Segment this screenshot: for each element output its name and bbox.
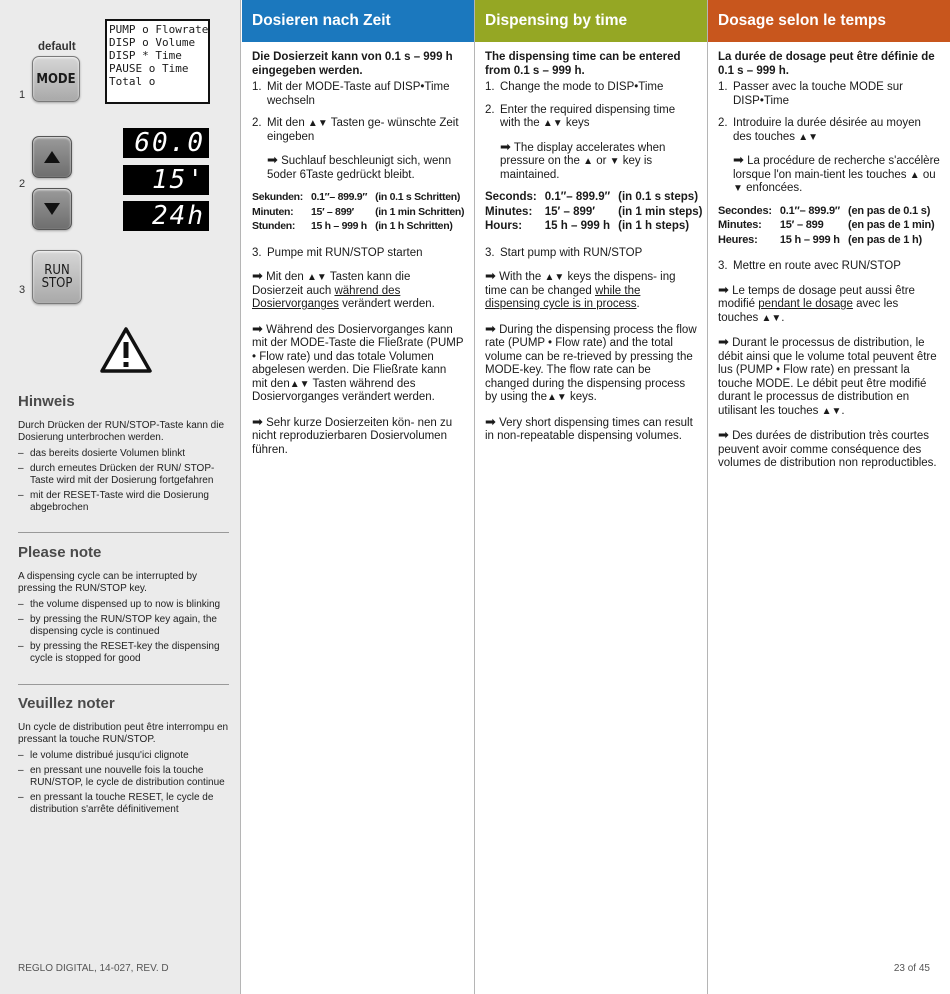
step-3: 3. Mettre en route avec RUN/STOP	[718, 260, 901, 272]
table-row	[252, 191, 472, 206]
lead-text: La durée de dosage peut être définie de 0.1 s – 999 h.	[718, 51, 935, 77]
key-number-2: 2	[19, 178, 26, 190]
seg-display-minutes: 15'	[123, 165, 209, 195]
para-text: keys.	[570, 391, 597, 403]
sidebar	[0, 0, 241, 994]
hint-text: Suchlauf beschleunigt sich, wenn 5oder 6Taste gedrückt bleibt.	[267, 155, 452, 181]
up-arrow-icon: ▲	[909, 169, 920, 181]
range-value: 0.1″– 899.9″	[544, 191, 611, 203]
step-text: Mit der MODE-Taste auf DISP•Time wechseln	[267, 81, 450, 107]
note-intro: Un cycle de distribution peut être interrompu en pressant la touche RUN/STOP.	[18, 722, 229, 745]
para-text: Des durées de distribution très courtes peuvent avoir comme conséquence des volumes de distribution non reproductibles.	[718, 430, 937, 469]
step-text: Pumpe mit RUN/STOP starten	[267, 246, 423, 259]
para-text: .	[636, 298, 640, 310]
note-title: Hinweis	[18, 393, 75, 410]
range-step: (in 1 min steps)	[618, 205, 703, 218]
divider	[18, 532, 229, 533]
paragraph	[718, 428, 940, 471]
note-intro: A dispensing cycle can be interrupted by pressing the RUN/STOP key.	[18, 571, 197, 594]
range-label: Stunden:	[252, 220, 296, 232]
range-label: Sekunden:	[252, 191, 303, 203]
note-fr	[18, 695, 229, 819]
range-value: 15 h – 999 h	[544, 220, 610, 232]
paragraph	[485, 322, 697, 405]
mode-key-image	[32, 56, 80, 102]
warning-icon	[99, 326, 153, 374]
range-value: 15′ – 899′	[544, 205, 596, 218]
down-arrow-icon	[44, 203, 60, 215]
list-item: – durch erneutes Drücken der RUN/ STOP-Taste wird mit der Dosierung fortgefahren	[18, 463, 229, 487]
range-value: 15 h – 999 h	[310, 220, 367, 232]
para-underlined: pendant le dosage	[758, 298, 853, 310]
step-text: Tasten ge- wünschte Zeit eingeben	[267, 117, 459, 143]
para-underlined: while the dispensing cycle is in process	[485, 284, 641, 310]
arrow-right-icon: ➡	[718, 334, 729, 349]
table-row	[252, 220, 472, 235]
arrow-right-icon: ➡	[252, 268, 263, 283]
range-step: (in 1 h steps)	[618, 220, 690, 232]
lead-text: The dispensing time can be entered from 0.1 s – 999 h.	[485, 51, 681, 77]
up-arrow-icon: ▲	[583, 156, 594, 167]
para-text: Während des Dosiervorganges kann mit der MODE-Taste die Fließrate (PUMP • Flow rate) und das totale Volumen abgelesen werden. Die Fließrate kann mit den	[252, 323, 464, 390]
paragraph	[252, 415, 464, 458]
seg-display-hours: 24h	[123, 201, 209, 231]
range-step: (in 1 h Schritten)	[375, 220, 453, 232]
list-item: – en pressant une nouvelle fois la touche RUN/STOP, le cycle de distribution continue	[18, 765, 229, 789]
column-french	[708, 0, 950, 994]
step-text: keys	[565, 117, 590, 129]
ranges-table	[252, 191, 472, 235]
updown-keys-icon: ▲▼	[798, 131, 819, 143]
range-label: Seconds:	[485, 191, 537, 203]
lcd-row: DISP * Time	[109, 49, 182, 62]
hint	[252, 153, 464, 182]
range-value: 15′ – 899′	[310, 205, 354, 218]
range-value: 0.1″– 899.9″	[779, 204, 840, 217]
range-label: Secondes:	[718, 204, 772, 217]
para-text: Durant le processus de distribution, le débit ainsi que le volume total peuvent être lus (PUMP • Flow rate) en pressant la touche MODE. Le débit peut être modifié durant le processus de distribution en utilisant les touches	[718, 337, 937, 417]
range-step: (in 0.1 s steps)	[618, 191, 699, 203]
lcd-row: PUMP o Flowrate	[109, 23, 209, 36]
range-label: Minuten:	[252, 205, 294, 218]
range-label: Minutes:	[718, 219, 762, 231]
mode-key-label: MODE	[36, 71, 76, 87]
para-text: keys the dispens- ing time can be changed	[485, 271, 676, 297]
lcd-display	[105, 19, 210, 104]
page-number: 23 of 45	[893, 963, 930, 974]
down-arrow-icon: ▼	[733, 183, 743, 194]
step-text: Passer avec la touche MODE sur DISP•Time	[733, 81, 904, 107]
range-step: (en pas de 1 h)	[847, 233, 923, 246]
step-text: Mettre en route avec RUN/STOP	[733, 260, 901, 272]
para-text: During the dispensing process the flow rate (PUMP • Flow rate) and the total volume can be re-trieved by pressing the MODE-key. The flow rate can be changed during the dispensing process by using the	[485, 323, 697, 403]
step-1: 1. Mit der MODE-Taste auf DISP•Time wechseln	[252, 81, 450, 107]
run-stop-key-image	[32, 250, 82, 304]
step-2: 2. Mit den ▲▼ Tasten ge- wünschte Zeit eingeben	[252, 117, 459, 143]
column-header: Dispensing by time	[475, 0, 707, 42]
updown-keys-icon: ▲▼	[544, 272, 565, 283]
para-text: Tasten während des Dosiervorganges verändert werden.	[252, 377, 435, 403]
lcd-row: DISP o Volume	[109, 36, 196, 49]
table-row	[485, 191, 711, 206]
arrow-right-icon: ➡	[267, 152, 278, 167]
table-row	[485, 206, 711, 221]
table-row	[718, 234, 942, 249]
hint-text: enfoncées.	[746, 182, 803, 194]
note-title: Please note	[18, 544, 102, 561]
para-underlined: während des Dosiervorganges	[252, 284, 401, 310]
column-german	[242, 0, 474, 994]
default-label: default	[38, 41, 76, 53]
note-title: Veuillez noter	[18, 695, 115, 712]
step-2: 2. Introduire la durée désirée au moyen des touches ▲▼	[718, 117, 921, 143]
stop-key-label: STOP	[41, 276, 73, 291]
range-step: (en pas de 0.1 s)	[847, 204, 931, 217]
range-value: 0.1″– 899.9″	[310, 191, 368, 203]
table-row	[718, 205, 942, 220]
list-item: – by pressing the RESET-key the dispensing cycle is stopped for good	[18, 641, 229, 665]
para-text: Mit den	[266, 271, 304, 283]
paragraph: ➡ Le temps de dosage peut aussi être modifié pendant le dosage avec les touches ▲▼.	[718, 281, 915, 324]
paragraph: ➡ Durant le processus de distribution, le débit ainsi que le volume total peuvent être lus (PUMP • Flow rate) en pressant la touche MODE. Le débit peut être modifié durant le processus de distribution en utilisant les touches ▲▼.	[718, 334, 937, 417]
step-text: Change the mode to DISP•Time	[500, 81, 664, 93]
arrow-right-icon: ➡	[485, 268, 496, 283]
updown-keys-icon: ▲▼	[547, 392, 567, 403]
paragraph	[252, 322, 464, 405]
note-de	[18, 393, 229, 517]
para-text: Sehr kurze Dosierzeiten kön- nen zu nicht reproduzierbaren Dosiervolumen führen.	[252, 416, 453, 456]
arrow-right-icon: ➡	[718, 281, 729, 297]
down-arrow-icon: ▼	[609, 156, 620, 167]
run-key-label: RUN	[44, 263, 70, 278]
column-english	[475, 0, 707, 994]
step-text: Start pump with RUN/STOP	[500, 246, 643, 259]
range-label: Hours:	[485, 220, 523, 232]
hint-text: or	[596, 155, 607, 167]
arrow-right-icon: ➡	[733, 152, 744, 167]
down-key-image	[32, 188, 72, 230]
para-text: Le temps de dosage peut aussi être modifié	[718, 284, 915, 310]
footer-document-id: REGLO DIGITAL, 14-027, REV. D	[18, 963, 169, 974]
arrow-right-icon: ➡	[718, 427, 729, 442]
note-en	[18, 544, 229, 668]
range-label: Minutes:	[485, 205, 533, 218]
para-text: verändert werden.	[342, 298, 435, 310]
para-text: avec les touches	[718, 298, 899, 324]
list-item: – en pressant la touche RESET, le cycle de distribution s'arrête définitivement	[18, 792, 229, 816]
lcd-row: PAUSE o Time	[109, 62, 189, 75]
step-1: 1. Passer avec la touche MODE sur DISP•Time	[718, 81, 904, 107]
list-item: – the volume dispensed up to now is blinking	[18, 599, 229, 611]
divider	[18, 684, 229, 685]
list-item: – le volume distribué jusqu'ici clignote	[18, 750, 229, 762]
paragraph	[252, 269, 464, 312]
up-key-image	[32, 136, 72, 178]
key-number-3: 3	[19, 284, 26, 296]
range-value: 15′ – 899	[779, 219, 824, 231]
key-number-1: 1	[19, 89, 26, 101]
range-value: 15 h – 999 h	[779, 233, 840, 246]
list-item: – das bereits dosierte Volumen blinkt	[18, 448, 229, 460]
updown-keys-icon: ▲▼	[307, 272, 327, 283]
step-1: 1. Change the mode to DISP•Time	[485, 81, 664, 93]
step-2: 2. Enter the required dispensing time with the ▲▼ keys	[485, 103, 676, 129]
hint-text: key is maintained.	[500, 155, 653, 181]
hint-text: The display accelerates when pressure on the	[500, 141, 666, 167]
updown-keys-icon: ▲▼	[542, 118, 563, 129]
seg-display-seconds: 60.0	[123, 128, 209, 158]
updown-keys-icon: ▲▼	[307, 118, 328, 129]
lcd-row: Total o	[109, 75, 156, 88]
column-header: Dosieren nach Zeit	[242, 0, 474, 42]
paragraph	[485, 415, 697, 444]
arrow-right-icon: ➡	[252, 413, 263, 429]
table-row	[252, 206, 472, 221]
hint	[718, 153, 940, 196]
range-label: Heures:	[718, 233, 758, 246]
updown-keys-icon: ▲▼	[821, 405, 842, 417]
hint-text: ou	[922, 168, 936, 181]
step-3: 3. Pumpe mit RUN/STOP starten	[252, 246, 423, 259]
ranges-table	[485, 191, 711, 235]
arrow-right-icon: ➡	[252, 320, 263, 336]
updown-keys-icon: ▲▼	[289, 378, 310, 390]
list-item: – by pressing the RUN/STOP key again, the dispensing cycle is continued	[18, 614, 229, 638]
lead-text: Die Dosierzeit kann von 0.1 s – 999 h eingegeben werden.	[252, 51, 453, 77]
para-text: With the	[499, 271, 542, 283]
ranges-table	[718, 205, 942, 249]
range-step: (in 0.1 s Schritten)	[375, 191, 461, 203]
paragraph	[485, 269, 697, 312]
arrow-right-icon: ➡	[485, 413, 496, 429]
updown-keys-icon: ▲▼	[761, 312, 782, 324]
arrow-right-icon: ➡	[500, 138, 511, 154]
step-text: Enter the required dispensing time with the	[500, 103, 676, 129]
arrow-right-icon: ➡	[485, 320, 496, 336]
step-text: Introduire la durée désirée au moyen des touches	[733, 117, 921, 143]
step-text: Mit den	[267, 117, 305, 129]
table-row	[718, 219, 942, 234]
range-step: (en pas de 1 min)	[847, 219, 935, 231]
up-arrow-icon	[44, 151, 60, 163]
table-row	[485, 220, 711, 235]
hint	[485, 140, 697, 183]
list-item: – mit der RESET-Taste wird die Dosierung abgebrochen	[18, 490, 229, 514]
note-intro: Durch Drücken der RUN/STOP-Taste kann die Dosierung unterbrochen werden.	[18, 420, 225, 443]
step-3: 3. Start pump with RUN/STOP	[485, 246, 643, 259]
column-header: Dosage selon le temps	[708, 0, 950, 42]
para-text: Very short dispensing times can result in non-repeatable dispensing volumes.	[485, 416, 693, 442]
para-text: Tasten kann die Dosierzeit auch	[252, 271, 411, 297]
range-step: (in 1 min Schritten)	[375, 205, 465, 218]
hint-text: La procédure de recherche s'accélère lorsque l'on main-tient les touches	[733, 155, 940, 181]
